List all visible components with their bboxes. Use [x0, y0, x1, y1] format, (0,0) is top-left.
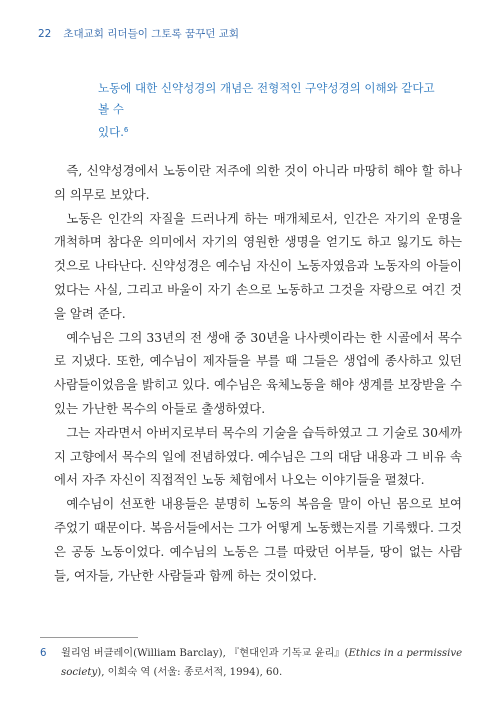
- footnote-reference: 6: [123, 126, 129, 134]
- paragraph: 예수님은 그의 33년의 전 생애 중 30년을 나사렛이라는 한 시골에서 목수로 지냈다. 또한, 예수님이 제자들을 부를 때 그들은 생업에 종사하고 있던 사람들이었음을 밝히고 있다. 예수님은 육체노동을 해야 생계를 보장받을 수 있는 가난한 목수의 아들로 출생하였다.: [54, 329, 462, 416]
- body-text: [54, 159, 462, 587]
- highlight-quote: [98, 78, 446, 143]
- footnote-publication: ), 이희숙 역 (서울: 종로서적, 1994), 60.: [97, 667, 283, 678]
- quote-line-1: 노동에 대한 신약성경의 개념은 전형적인 구약성경의 이해와 같다고 볼 수: [98, 81, 435, 116]
- footnote-title-en: Ethics in a permissive society: [61, 648, 463, 678]
- footnote-text: [61, 644, 470, 682]
- book-title: 초대교회 리더들이 그토록 꿈꾸던 교회: [63, 28, 240, 40]
- paragraph: 그는 자라면서 아버지로부터 목수의 기술을 습득하였고 그 기술로 30세까지 고향에서 목수의 일에 전념하였다. 예수님은 그의 대담 내용과 그 비유 속에서 자주 자신이 직접적인 노동 체험에서 나오는 이야기들을 펼쳤다.: [54, 424, 462, 488]
- footnote-divider: [40, 637, 138, 638]
- page-number: 22: [38, 28, 52, 40]
- quote-line-2: [98, 120, 446, 143]
- running-head: [38, 26, 239, 41]
- paragraph: 노동은 인간의 자질을 드러나게 하는 매개체로서, 인간은 자기의 운명을 개척하며 참다운 의미에서 자기의 영원한 생명을 얻기도 하고 잃기도 하는 것으로 나타난다. 신약성경은 예수님 자신이 노동자였음과 노동자의 아들이었다는 사실, 그리고 바울이 자기 손으로 노동하고 그것을 자랑으로 여긴 것을 알려 준다.: [54, 210, 462, 321]
- quote-line-2-text: 있다.: [98, 125, 124, 139]
- paragraph: 예수님이 선포한 내용들은 분명히 노동의 복음을 말이 아닌 몸으로 보여 주었기 때문이다. 복음서들에서는 그가 어떻게 노동했는지를 기록했다. 그것은 공동 노동이었다. 예수님의 노동은 그를 따랐던 어부들, 땅이 없는 사람들, 여자들, 가난한 사람들과 함께 하는 것이었다.: [54, 496, 462, 583]
- footnote-number: 6: [40, 648, 47, 659]
- footnote-author: 윌리엄 버클레이(William Barclay), 『현대인과 기독교 윤리』(: [61, 648, 349, 659]
- footnote: [40, 644, 470, 682]
- paragraph: 즉, 신약성경에서 노동이란 저주에 의한 것이 아니라 마땅히 해야 할 하나의 의무로 보았다.: [54, 163, 462, 202]
